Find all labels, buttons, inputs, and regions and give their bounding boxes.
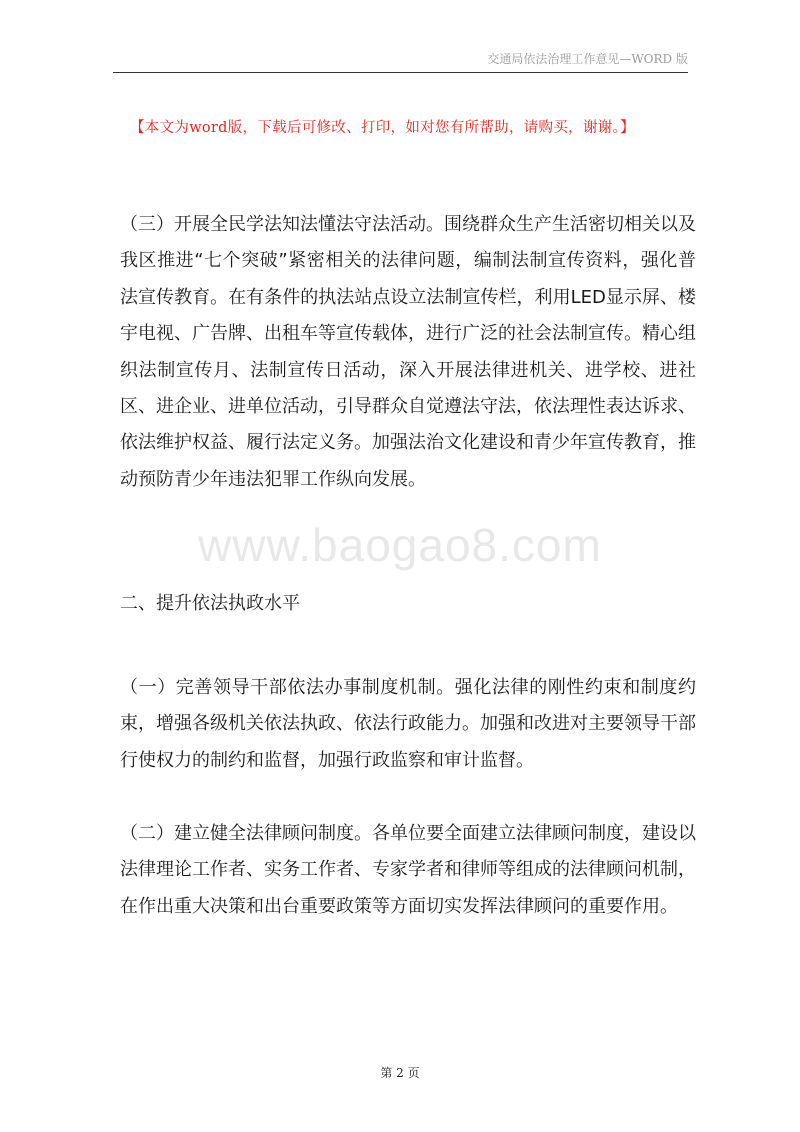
paragraph-leadership-mechanism: （一）完善领导干部依法办事制度机制。强化法律的刚性约束和制度约束，增强各级机关依法执政、依法行政能力。加强和改进对主要领导干部行使权力的制约和监督，加强行政监察和审计监督。 <box>120 677 696 771</box>
paragraph-legal-education: （三）开展全民学法知法懂法守法活动。围绕群众生产生活密切相关以及我区推进“七个突破”紧密相关的法律问题，编制法制宣传资料，强化普法宣传教育。在有条件的执法站点设立法制宣传栏，利用LED显示屏、楼宇电视、广告牌、出租车等宣传载体，进行广泛的社会法制宣传。精心组织法制宣传月、法制宣传日活动，深入开展法律进机关、进学校、进社区、进企业、进单位活动，引导群众自觉遵法守法，依法理性表达诉求、依法维护权益、履行法定义务。加强法治文化建设和青少年宣传教育，推动预防青少年违法犯罪工作纵向发展。 <box>120 214 696 490</box>
paragraph-legal-advisor: （二）建立健全法律顾问制度。各单位要全面建立法律顾问制度，建设以法律理论工作者、实务工作者、专家学者和律师等组成的法律顾问机制，在作出重大决策和出台重要政策等方面切实发挥法律顾问的重要作用。 <box>120 823 696 917</box>
page-number: 第 2 页 <box>380 1066 420 1080</box>
watermark: www.baogao8.com <box>198 519 602 571</box>
section-heading: 二、提升依法执政水平 <box>120 593 300 614</box>
header-divider <box>113 72 688 73</box>
running-header: 交通局依法治理工作意见—WORD 版 <box>487 52 688 66</box>
purchase-notice: 【本文为word版，下载后可修改、打印，如对您有所帮助，请购买，谢谢。】 <box>130 120 635 136</box>
